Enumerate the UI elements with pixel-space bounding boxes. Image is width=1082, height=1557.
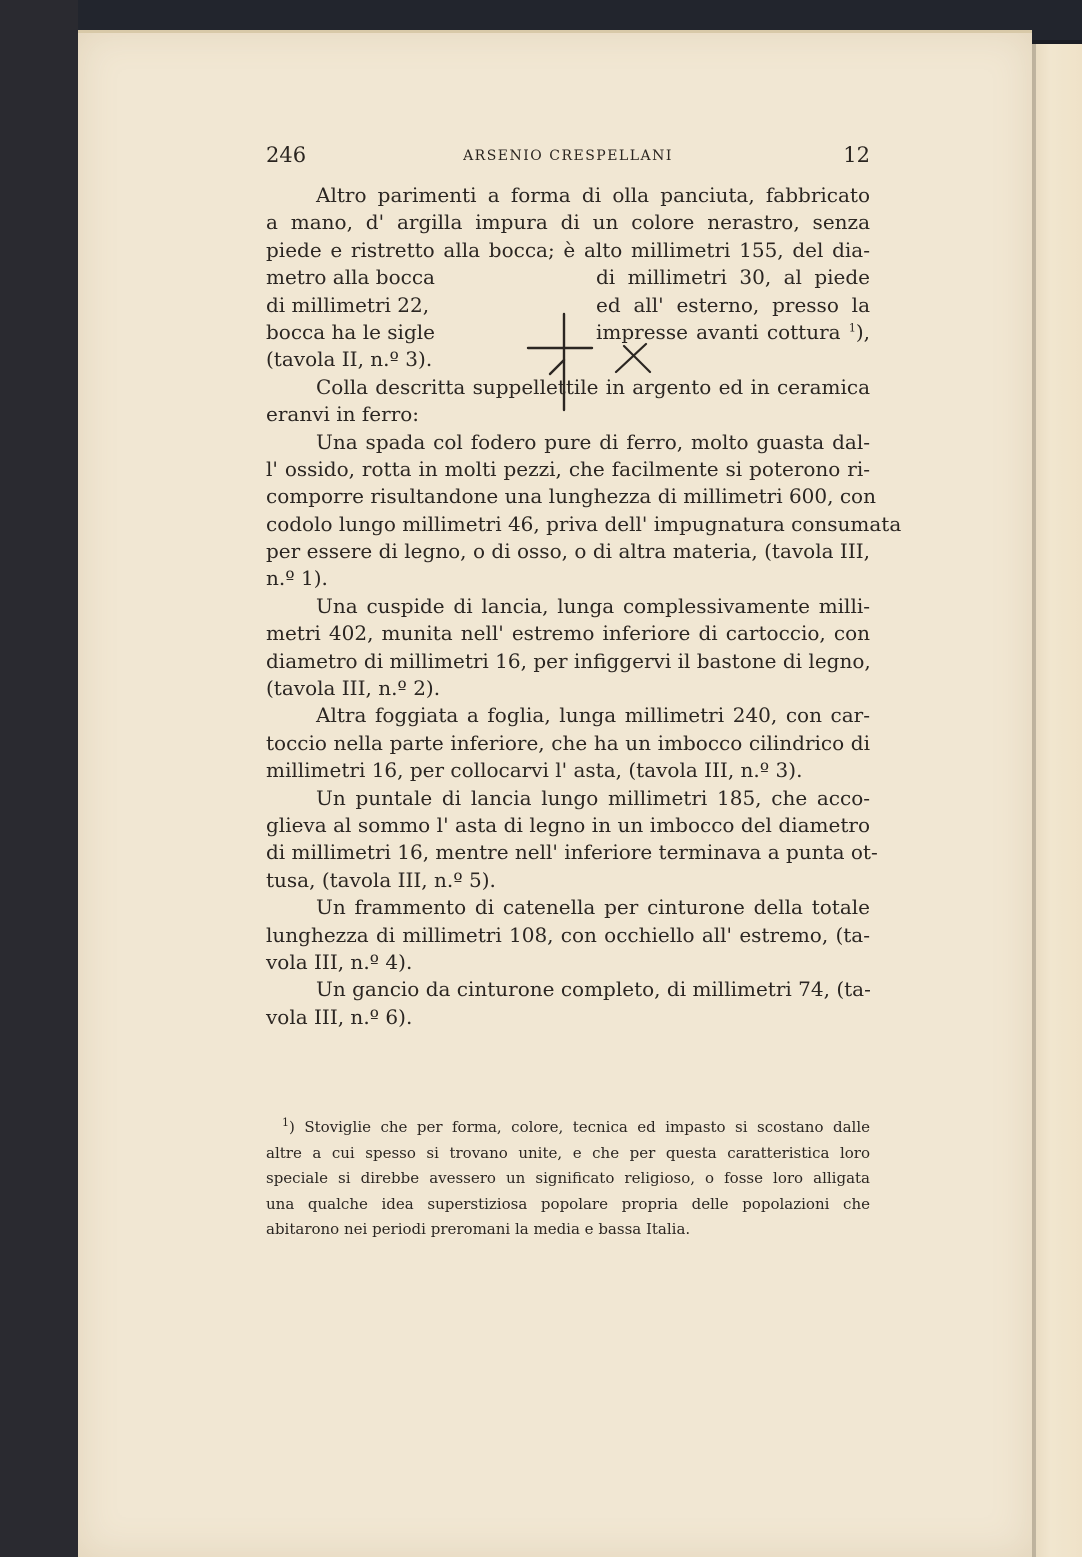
sigle-marks-icon [444, 312, 594, 412]
text-line: Un gancio da cinturone completo, di millimetri 74, (ta- [316, 977, 871, 1002]
text-line: per essere di legno, o di osso, o di altra materia, (tavola III, [266, 539, 870, 564]
text-line: (tavola II, n.º 3). [266, 347, 433, 372]
text-line: diametro di millimetri 16, per infiggervi il bastone di legno, [266, 648, 871, 673]
footnotes [266, 1115, 870, 1243]
text-line: vola III, n.º 6). [266, 1004, 413, 1029]
page-header [266, 143, 870, 177]
text-line: metri 402, munita nell' estremo inferiore di cartoccio, con [266, 621, 870, 646]
x-mark-icon [610, 340, 654, 376]
text-line: toccio nella parte inferiore, che ha un imbocco cilindrico di [266, 730, 870, 755]
next-page-edge [1030, 44, 1082, 1557]
text-line: bocca ha le sigle impresse avanti cottura $^1$), [266, 319, 871, 344]
text-line: millimetri 16, per collocarvi l' asta, (tavola III, n.º 3). [266, 758, 803, 783]
page-number-right: 12 [843, 143, 870, 167]
footnote-marker: 1 [282, 1116, 289, 1129]
text-line: Un puntale di lancia lungo millimetri 185, che acco- [316, 785, 870, 810]
running-title: ARSENIO CRESPELLANI [463, 148, 673, 164]
text-line: glieva al sommo l' asta di legno in un imbocco del diametro [266, 812, 870, 837]
footnote-line: abitarono nei periodi preromani la media e bassa Italia. [266, 1220, 691, 1239]
page-number-left: 246 [266, 143, 307, 167]
footnote-line: altre a cui spesso si trovano unite, e che per questa caratteristica loro [266, 1143, 870, 1162]
text-line: l' ossido, rotta in molti pezzi, che facilmente si poterono ri- [266, 456, 870, 481]
text-line: eranvi in ferro: [266, 402, 420, 427]
text-line: vola III, n.º 4). [266, 949, 413, 974]
text-line: di millimetri 16, mentre nell' inferiore terminava a punta ot- [266, 840, 878, 865]
text-line: codolo lungo millimetri 46, priva dell' impugnatura consumata [266, 511, 902, 536]
text-line: Una cuspide di lancia, lunga complessivamente milli- [316, 593, 870, 618]
text-line: Altro parimenti a forma di olla panciuta, fabbricato [316, 183, 870, 207]
text-line: n.º 1). [266, 566, 328, 591]
body-text [266, 182, 902, 1031]
text-line: Una spada col fodero pure di ferro, molto guasta dal- [316, 429, 870, 454]
footnote-line: una qualche idea superstiziosa popolare propria delle popolazioni che [266, 1194, 870, 1213]
text-line: piede e ristretto alla bocca; è alto millimetri 155, del dia- [266, 237, 870, 262]
text-line: comporre risultandone una lunghezza di millimetri 600, con [266, 484, 876, 509]
book-spine [0, 0, 78, 1557]
text-line: Altra foggiata a foglia, lunga millimetri 240, con car- [316, 703, 870, 728]
text-line: (tavola III, n.º 2). [266, 676, 441, 701]
footnote-line: $^1$) Stoviglie che per forma, colore, tecnica ed impasto si scostano dalle [282, 1116, 870, 1136]
text-line: di millimetri 22, ed all' esterno, presso la [266, 292, 870, 317]
footnote-line: speciale si direbbe avessero un significato religioso, o fosse loro alligata [266, 1169, 870, 1188]
text-line: tusa, (tavola III, n.º 5). [266, 867, 496, 892]
text-line: metro alla bocca di millimetri 30, al piede [266, 265, 870, 290]
text-line: lunghezza di millimetri 108, con occhiello all' estremo, (ta- [266, 922, 870, 947]
text-line: Colla descritta suppellettile in argento ed in ceramica [316, 374, 870, 399]
text-line: a mano, d' argilla impura di un colore nerastro, senza [266, 210, 870, 235]
text-line: Un frammento di catenella per cinturone della totale [316, 895, 870, 920]
